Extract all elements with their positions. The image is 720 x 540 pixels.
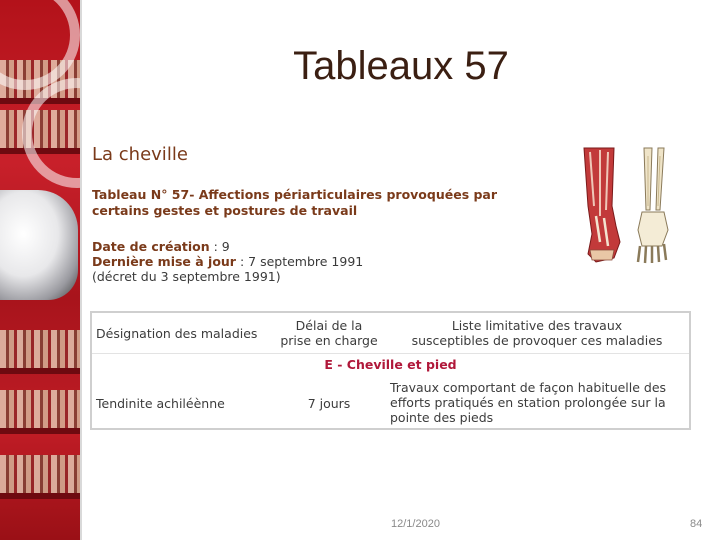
row-designation: Tendinite achiléènne (96, 396, 225, 411)
shelf (0, 428, 80, 434)
header-rule (92, 353, 689, 354)
slide-title: Tableaux 57 (293, 44, 509, 88)
header-liste-line2: susceptibles de provoquer ces maladies (411, 333, 663, 348)
shelf-bottles (0, 330, 80, 368)
creation-date-line (92, 239, 363, 254)
header-liste-line1: Liste limitative des travaux (451, 318, 623, 333)
footer-date: 12/1/2020 (391, 518, 440, 530)
section-heading: E - Cheville et pied (324, 357, 457, 372)
header-delai (276, 318, 382, 348)
update-date-line (92, 254, 363, 269)
row-delai: 7 jours (307, 396, 351, 411)
creation-label: Date de création (92, 239, 210, 254)
decorative-photo-strip (0, 0, 80, 540)
shelf (0, 493, 80, 499)
salon-sink (0, 190, 78, 300)
shelf-bottles (0, 390, 80, 428)
header-delai-line1: Délai de la (295, 318, 363, 333)
shelf (0, 368, 80, 374)
creation-value: : 9 (209, 239, 230, 254)
update-value: : 7 septembre 1991 (235, 254, 364, 269)
maladies-table (90, 311, 691, 430)
header-designation: Désignation des maladies (96, 326, 258, 341)
row-travaux: Travaux comportant de façon habituelle des efforts pratiqués en station prolongée sur la pointe des pieds (390, 380, 667, 425)
shelf-bottles (0, 455, 80, 493)
header-delai-line2: prise en charge (280, 333, 378, 348)
update-label: Dernière mise à jour (92, 254, 236, 269)
decret-line: (décret du 3 septembre 1991) (92, 269, 281, 284)
document-heading: La cheville (92, 144, 188, 165)
header-liste (392, 318, 682, 348)
ankle-anatomy-illustration (578, 146, 678, 264)
footer-page-number: 84 (690, 518, 703, 530)
dates-block (92, 239, 363, 284)
tableau-title: Tableau N° 57- Affections périarticulaires provoquées par certains gestes et postures de travail (92, 187, 498, 218)
